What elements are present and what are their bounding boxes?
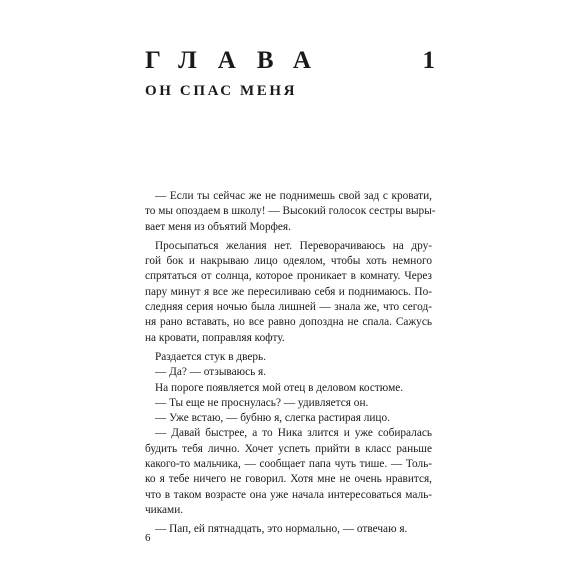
text-line: что в таком возрасте она уже начала интересоваться маль- (145, 488, 432, 501)
text-line: — Пап, ей пятнадцать, это нормально, — отвечаю я. (155, 523, 408, 536)
text-line: Раздается стук в дверь. (155, 350, 267, 363)
text-line: — Уже встаю, — бубню я, слегка растирая лицо. (155, 412, 390, 425)
text-line: будить тебя лично. Хочет успеть прийти в класс раньше (145, 442, 432, 455)
text-line: спрятаться от солнца, которое проникает в комнату. Через (145, 270, 432, 283)
text-line: — Если ты сейчас же не поднимешь свой зад с кровати, (155, 190, 432, 202)
text-line: следняя серия ночью была лишней — знала же, что сегод- (145, 301, 432, 314)
text-line: ко я тебе ничего не говорил. Хотя мне не очень нравится, (145, 473, 432, 486)
text-line: какого-то мальчика, — сообщает папа чуть тише. — Толь- (145, 458, 432, 471)
text-line: — Ты еще не проснулась? — удивляется он. (155, 396, 369, 409)
text-line: ня рано вставать, но все равно допоздна не спала. Сажусь (145, 316, 432, 329)
text-line: гой бок и накрываю лицо одеялом, чтобы хоть немного (145, 255, 432, 268)
text-line: на кровати, поправляя кофту. (145, 331, 285, 344)
text-line: — Давай быстрее, а то Ника злится и уже собиралась (155, 427, 432, 440)
text-line: чиками. (145, 503, 184, 516)
text-line: Просыпаться желания нет. Переворачиваюсь на дру- (155, 239, 432, 252)
chapter-number: 1 (422, 47, 435, 74)
chapter-title: ОН СПАС МЕНЯ (145, 83, 298, 99)
text-line: пару минут я все же пересиливаю себя и поднимаюсь. По- (145, 285, 432, 298)
chapter-heading (145, 46, 435, 76)
text-line: — Да? — отзываюсь я. (155, 366, 267, 379)
page-number: 6 (145, 532, 151, 544)
text-line: вает меня из объятий Морфея. (145, 220, 291, 233)
text-line: то мы опоздаем в школу! — Высокий голосок сестры выры- (145, 205, 436, 218)
chapter-word: ГЛАВА (145, 47, 332, 74)
chapter-body-text (145, 189, 436, 538)
text-line: На пороге появляется мой отец в деловом костюме. (155, 381, 404, 394)
